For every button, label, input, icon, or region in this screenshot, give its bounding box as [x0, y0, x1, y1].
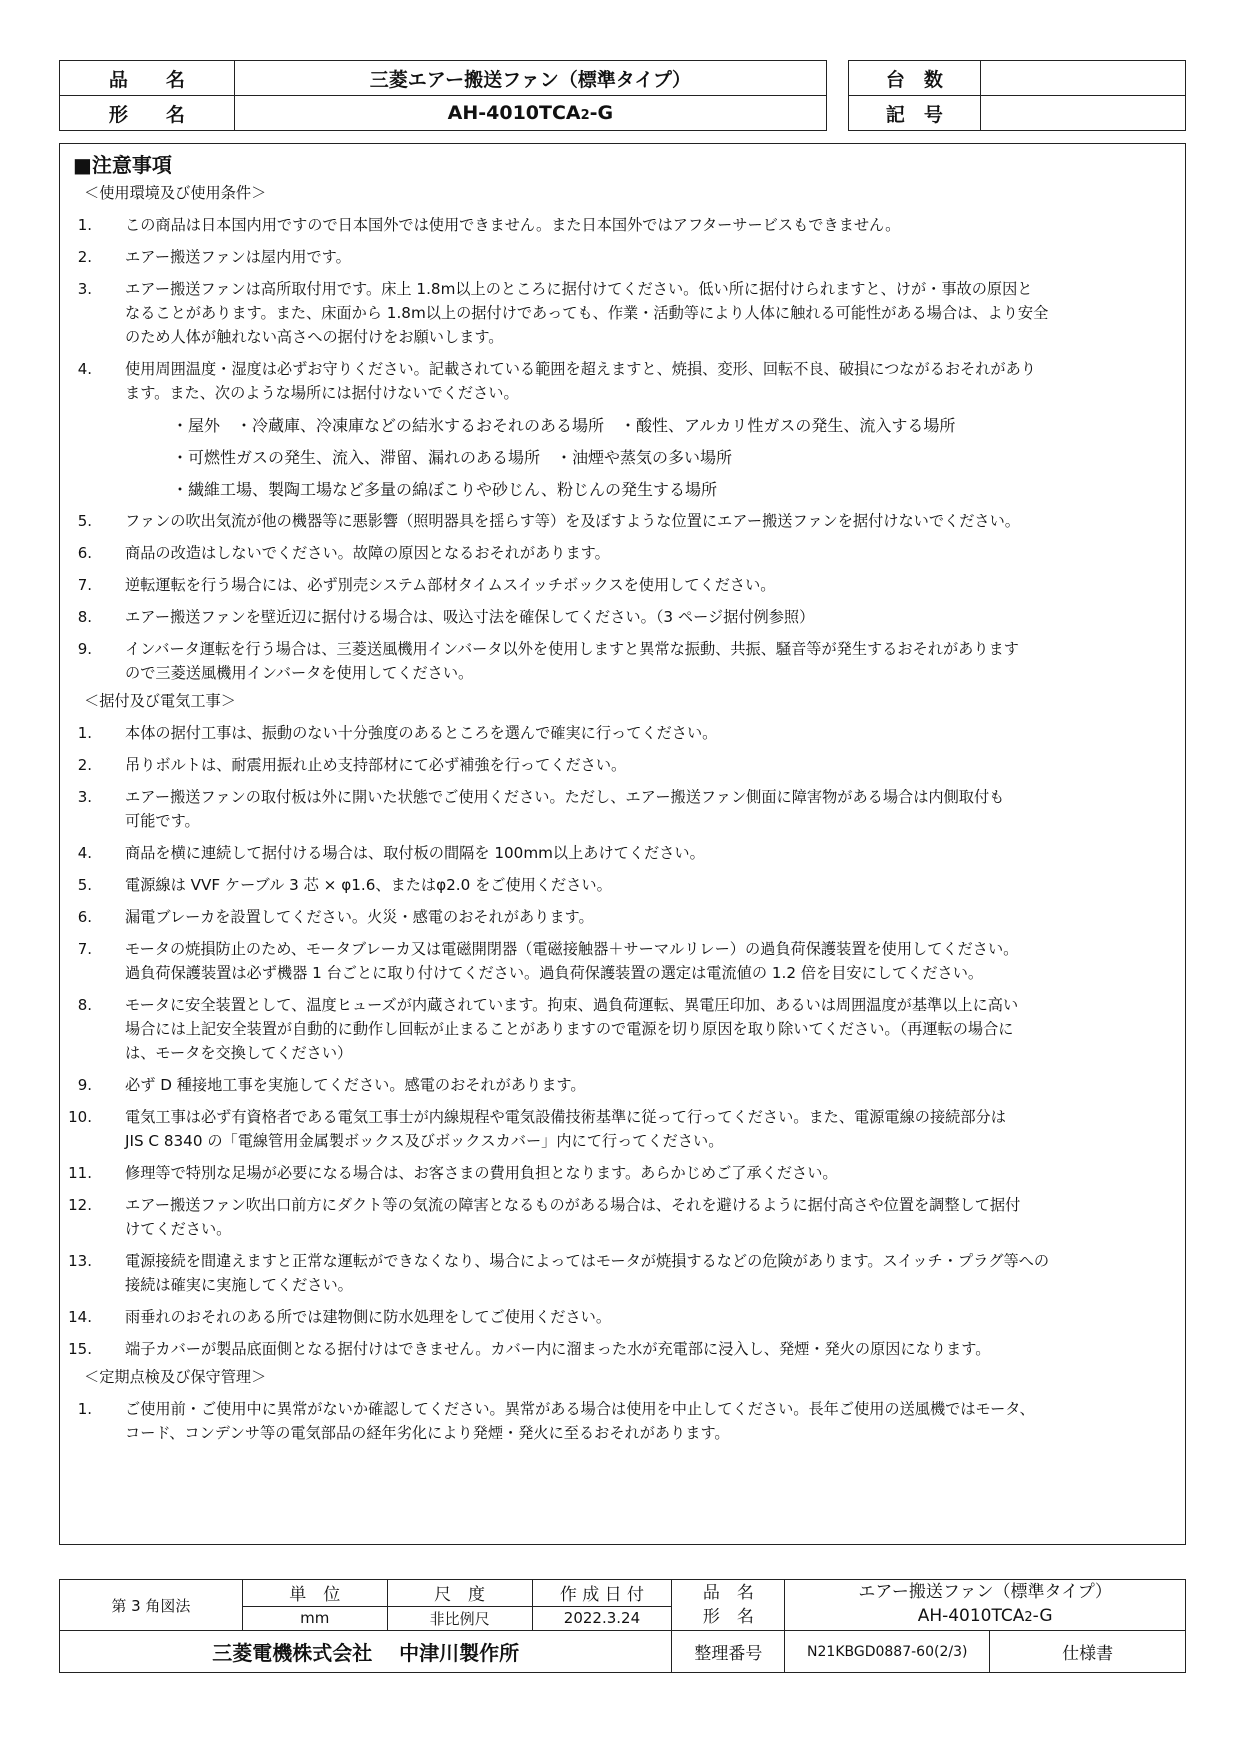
item-text: この商品は日本国内用ですので日本国外では使用できません。また日本国外ではアフターサービスもできません。 — [125, 216, 901, 234]
item-text: インバータ運転を行う場合は、三菱送風機用インバータ以外を使用しますと異常な振動、共振、騒音等が発生するおそれがあります — [125, 640, 1019, 658]
item-number: 9. — [77, 1076, 92, 1094]
item-number: 8. — [77, 996, 92, 1014]
item-text: モータの焼損防止のため、モータブレーカ又は電磁開閉器（電磁接触器＋サーマルリレー）の過負荷保護装置を使用してください。 — [125, 940, 1019, 958]
item-number: 1. — [77, 1400, 92, 1418]
symbol-label: 記 号 — [849, 96, 981, 131]
item-text: 修理等で特別な足場が必要になる場合は、お客さまの費用負担となります。あらかじめご了承ください。 — [125, 1164, 838, 1182]
item-number: 1. — [77, 724, 92, 742]
item-text: けてください。 — [125, 1220, 232, 1238]
model-value-text: AH-4010TCA2-G — [447, 102, 614, 124]
item-number: 11. — [68, 1164, 92, 1182]
item-number: 3. — [77, 788, 92, 806]
ref-value: N21KBGD0887-60(2/3) — [785, 1631, 990, 1673]
section-heading: ＜据付及び電気工事＞ — [84, 692, 236, 710]
model-label: 形 名 — [60, 96, 235, 131]
item-text: 場合には上記安全装置が自動的に動作し回転が止まることがありますので電源を切り原因を取り除いてください。（再運転の場合に — [125, 1020, 1014, 1038]
item-number: 2. — [77, 756, 92, 774]
item-number: 1. — [77, 216, 92, 234]
item-number: 5. — [77, 876, 92, 894]
footer-name-value: エアー搬送ファン（標準タイプ） — [858, 1582, 1112, 1602]
item-number: 4. — [77, 844, 92, 862]
item-number: 7. — [77, 576, 92, 594]
hazard-location-item: ・可燃性ガスの発生、流入、滞留、漏れのある場所 ・油煙や蒸気の多い場所 — [172, 448, 733, 467]
item-text: 本体の据付工事は、振動のない十分強度のあるところを選んで確実に行ってください。 — [125, 724, 718, 742]
item-text: モータに安全装置として、温度ヒューズが内蔵されています。拘束、過負荷運転、異電圧印加、あるいは周囲温度が基準以上に高い — [125, 996, 1019, 1014]
name-label: 品 名 — [60, 61, 235, 96]
qty-value — [980, 61, 1185, 96]
item-text: 商品を横に連続して据付ける場合は、取付板の間隔を 100mm以上あけてください。 — [125, 844, 705, 862]
item-number: 5. — [77, 512, 92, 530]
doc-type: 仕様書 — [990, 1631, 1186, 1673]
item-text: 接続は確実に実施してください。 — [125, 1276, 353, 1294]
projection: 第 3 角図法 — [60, 1580, 243, 1631]
item-number: 7. — [77, 940, 92, 958]
date-label: 作 成 日 付 — [532, 1580, 672, 1607]
item-text: 電源線は VVF ケーブル 3 芯 × φ1.6、またはφ2.0 をご使用ください。 — [125, 876, 612, 894]
section-heading: ＜定期点検及び保守管理＞ — [84, 1368, 267, 1386]
item-text: 必ず D 種接地工事を実施してください。感電のおそれがあります。 — [125, 1076, 586, 1094]
name-model-labels — [672, 1580, 785, 1631]
item-number: 9. — [77, 640, 92, 658]
item-text: エアー搬送ファンの取付板は外に開いた状態でご使用ください。ただし、エアー搬送ファン側面に障害物がある場合は内側取付も — [125, 788, 1005, 806]
name-model-values — [785, 1580, 1186, 1631]
item-text: ます。また、次のような場所には据付けないでください。 — [125, 384, 519, 402]
item-number: 10. — [68, 1108, 92, 1126]
item-number: 13. — [68, 1252, 92, 1270]
footer-model-value: AH-4010TCA2-G — [917, 1606, 1053, 1626]
section-heading: ＜使用環境及び使用条件＞ — [84, 184, 267, 202]
item-number: 15. — [68, 1340, 92, 1358]
quantity-table — [848, 60, 1186, 131]
item-text: JIS C 8340 の「電線管用金属製ボックス及びボックスカバー」内にて行ってください。 — [125, 1132, 724, 1150]
name-value: 三菱エアー搬送ファン（標準タイプ） — [234, 61, 826, 96]
item-text: のため人体が触れない高さへの据付けをお願いします。 — [125, 328, 504, 346]
item-text: 過負荷保護装置は必ず機器 1 台ごとに取り付けてください。過負荷保護装置の選定は電流値の 1.2 倍を目安にしてください。 — [125, 964, 984, 982]
ref-label: 整理番号 — [672, 1631, 785, 1673]
item-text: 使用周囲温度・湿度は必ずお守りください。記載されている範囲を超えますと、焼損、変形、回転不良、破損につながるおそれがあり — [125, 360, 1036, 378]
item-text: 電気工事は必ず有資格者である電気工事士が内線規程や電気設備技術基準に従って行ってください。また、電源電線の接続部分は — [125, 1108, 1006, 1126]
header-table — [59, 60, 827, 131]
scale-label: 尺 度 — [387, 1580, 532, 1607]
hazard-location-item: ・屋外 ・冷蔵庫、冷凍庫などの結氷するおそれのある場所 ・酸性、アルカリ性ガスの発生、流入する場所 — [172, 416, 956, 435]
unit-value: mm — [242, 1606, 387, 1630]
item-number: 6. — [77, 908, 92, 926]
item-text: エアー搬送ファンを壁近辺に据付ける場合は、吸込寸法を確保してください。（3 ページ据付例参照） — [125, 608, 815, 626]
item-number: 6. — [77, 544, 92, 562]
item-text: なることがあります。また、床面から 1.8m以上の据付けであっても、作業・活動等により人体に触れる可能性がある場合は、より安全 — [125, 304, 1049, 322]
item-text: ので三菱送風機用インバータを使用してください。 — [125, 664, 474, 682]
item-number: 3. — [77, 280, 92, 298]
item-text: エアー搬送ファンは高所取付用です。床上 1.8m以上のところに据付けてください。低い所に据付けられますと、けが・事故の原因と — [125, 280, 1033, 298]
item-text: 逆転運転を行う場合には、必ず別売システム部材タイムスイッチボックスを使用してください。 — [125, 576, 776, 594]
item-text: エアー搬送ファンは屋内用です。 — [125, 248, 351, 266]
item-text: は、モータを交換してください） — [125, 1044, 353, 1062]
unit-label: 単 位 — [242, 1580, 387, 1607]
item-number: 12. — [68, 1196, 92, 1214]
footer-model-label: 形 名 — [702, 1607, 754, 1627]
hazard-location-item: ・繊維工場、製陶工場など多量の綿ぼこりや砂じん、粉じんの発生する場所 — [172, 480, 717, 499]
footer-name-label: 品 名 — [702, 1583, 754, 1603]
qty-label: 台 数 — [849, 61, 981, 96]
item-text: 漏電ブレーカを設置してください。火災・感電のおそれがあります。 — [125, 908, 594, 926]
item-text: ご使用前・ご使用中に異常がないか確認してください。異常がある場合は使用を中止してください。長年ご使用の送風機ではモータ、 — [125, 1400, 1035, 1418]
item-text: 吊りボルトは、耐震用振れ止め支持部材にて必ず補強を行ってください。 — [125, 756, 627, 774]
company-name: 三菱電機株式会社 中津川製作所 — [60, 1631, 672, 1673]
date-value: 2022.3.24 — [532, 1606, 672, 1630]
item-text: エアー搬送ファン吹出口前方にダクト等の気流の障害となるものがある場合は、それを避けるように据付高さや位置を調整して据付 — [125, 1196, 1021, 1214]
item-text: 端子カバーが製品底面側となる据付けはできません。カバー内に溜まった水が充電部に浸入し、発煙・発火の原因になります。 — [125, 1340, 991, 1358]
item-text: ファンの吹出気流が他の機器等に悪影響（照明器具を揺らす等）を及ぼすような位置にエアー搬送ファンを据付けないでください。 — [125, 512, 1020, 530]
item-text: コード、コンデンサ等の電気部品の経年劣化により発煙・発火に至るおそれがあります。 — [125, 1424, 730, 1442]
item-text: 可能です。 — [125, 812, 200, 830]
item-number: 4. — [77, 360, 92, 378]
scale-value: 非比例尺 — [387, 1606, 532, 1630]
item-text: 商品の改造はしないでください。故障の原因となるおそれがあります。 — [125, 544, 610, 562]
item-number: 2. — [77, 248, 92, 266]
title-block — [59, 1579, 1186, 1673]
symbol-value — [980, 96, 1185, 131]
section-title: ■注意事項 — [73, 153, 172, 177]
model-value — [234, 96, 826, 131]
item-number: 8. — [77, 608, 92, 626]
item-text: 電源接続を間違えますと正常な運転ができなくなり、場合によってはモータが焼損するなどの危険があります。スイッチ・プラグ等への — [125, 1252, 1050, 1270]
item-number: 14. — [68, 1308, 92, 1326]
item-text: 雨垂れのおそれのある所では建物側に防水処理をしてご使用ください。 — [125, 1308, 611, 1326]
